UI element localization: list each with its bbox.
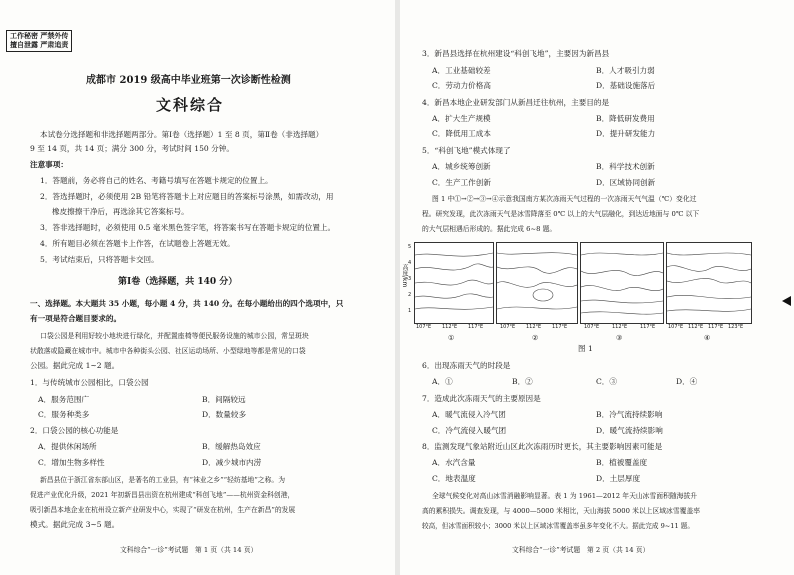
q2-option-a: A．提供休闲场所 <box>38 442 97 451</box>
passage2-line-2: 促进产业优化升级，2021 年初新昌县出资在杭州建成“科创飞地”——杭州资金科创港， <box>30 491 295 499</box>
q4-option-a: A．扩大生产规模 <box>432 114 491 123</box>
panel-1 <box>414 242 494 324</box>
y-tick-3: 3 <box>408 276 412 282</box>
figure-caption: 图 1 <box>578 344 593 353</box>
q2-option-c: C．增加生物多样性 <box>38 458 105 467</box>
panel-label-2: ② <box>532 334 539 342</box>
p3-xtick-2: 112°E <box>612 324 628 330</box>
q6-option-b: B．② <box>512 377 533 386</box>
q1-option-b: B．间隔较远 <box>202 395 246 404</box>
p2-xtick-1: 107°E <box>500 324 516 330</box>
q1-option-a: A．服务范围广 <box>38 395 90 404</box>
question-4: 4．新昌本地企业研发部门从新昌迁往杭州，主要目的是 <box>422 98 610 107</box>
note-3: 3．答非选择题时，必须使用 0.5 毫米黑色签字笔，将答案书写在答题卡规定的位置上。 <box>40 223 336 232</box>
passage1-line-3: 公园。据此完成 1~2 题。 <box>30 361 120 370</box>
question-2: 2．口袋公园的核心功能是 <box>30 426 119 435</box>
panel-2-contours <box>497 243 577 323</box>
panel-4 <box>666 242 752 324</box>
passage4-line-1: 全球气候变化对高山冰雪消融影响显著。表 1 为 1961—2012 年天山冰雪面积随海拔升 <box>432 492 698 500</box>
panel-3 <box>580 242 664 324</box>
question-5: 5．“科创飞地”模式体现了 <box>422 146 511 155</box>
confidential-stamp <box>6 30 72 52</box>
p3-xtick-1: 107°E <box>584 324 600 330</box>
figure-y-label: 高度/km <box>401 264 408 288</box>
passage2-line-4: 模式。据此完成 3~5 题。 <box>30 520 120 529</box>
note-1: 1．答题前，务必将自己的姓名、考籍号填写在答题卡规定的位置上。 <box>40 176 273 185</box>
q8-option-c: C．地表温度 <box>432 474 476 483</box>
p4-xtick-3: 117°E <box>708 324 724 330</box>
panel-2 <box>496 242 578 324</box>
stamp-line-2: 擅自泄露 严肃追责 <box>10 41 69 49</box>
p1-xtick-2: 112°E <box>442 324 458 330</box>
q5-option-b: B．科学技术创新 <box>596 162 655 171</box>
note-2-cont: 橡皮擦擦干净后，再选涂其它答案标号。 <box>52 207 189 216</box>
q2-option-b: B．缓解热岛效应 <box>202 442 261 451</box>
stamp-line-1: 工作秘密 严禁外传 <box>10 32 69 40</box>
q5-option-c: C．生产工作创新 <box>432 178 491 187</box>
page-1-footer: 文科综合“一诊”考试题 第 1 页（共 14 页） <box>120 546 258 554</box>
q7-option-b: B．冷气流持续影响 <box>596 410 663 419</box>
panel-label-3: ③ <box>616 334 623 342</box>
page-2-footer: 文科综合“一诊”考试题 第 2 页（共 14 页） <box>512 546 650 554</box>
passage4-line-3: 较高，但冰雪面积较小；3000 米以上区域冰雪覆盖率虽多年变化不大。据此完成 9~11 题。 <box>422 522 694 530</box>
passage2-line-3: 吸引新昌本地企业在杭州设立新产业研发中心，实现了“研发在杭州，生产在新昌”的发展 <box>30 506 296 514</box>
intro-line-2: 9 至 14 页，共 14 页；满分 300 分，考试时间 150 分钟。 <box>30 144 234 153</box>
q8-option-b: B．植被覆盖度 <box>596 458 648 467</box>
p4-xtick-4: 123°E <box>728 324 744 330</box>
note-4: 4．所有题目必须在答题卡上作答，在试题卷上答题无效。 <box>40 239 235 248</box>
figure-1 <box>401 242 750 342</box>
q1-option-d: D．数量较多 <box>202 410 247 419</box>
q6-option-d: D．④ <box>676 377 698 386</box>
subject-title: 文科综合 <box>156 96 225 114</box>
page-1 <box>0 0 395 575</box>
intro-line-1: 本试卷分选择题和非选择题两部分。第Ⅰ卷（选择题）1 至 8 页，第Ⅱ卷（非选择题） <box>40 130 324 139</box>
q3-option-a: A．工业基础较差 <box>432 66 491 75</box>
panel-4-contours <box>667 243 751 323</box>
page-turn-arrow-icon[interactable] <box>782 296 791 306</box>
q3-option-d: D．基础设施落后 <box>596 81 656 90</box>
p4-xtick-1: 107°E <box>668 324 684 330</box>
y-tick-2: 2 <box>408 292 412 298</box>
question-6: 6．出现冻雨天气的时段是 <box>422 361 511 370</box>
question-7: 7．造成此次冻雨天气的主要原因是 <box>422 394 541 403</box>
q5-option-a: A．城乡统筹创新 <box>432 162 491 171</box>
section-instruction-2: 有一项是符合题目要求的。 <box>30 314 122 323</box>
q7-option-a: A．暖气流侵入冷气团 <box>432 410 506 419</box>
p3-xtick-3: 117°E <box>640 324 656 330</box>
q4-option-c: C．降低用工成本 <box>432 129 491 138</box>
question-8: 8．监测发现气象站附近山区此次冻雨历时更长，其主要影响因素可能是 <box>422 442 663 451</box>
y-tick-4: 4 <box>408 260 412 266</box>
q4-option-b: B．降低研发费用 <box>596 114 655 123</box>
p1-xtick-3: 117°E <box>468 324 484 330</box>
note-2: 2．答选择题时，必须使用 2B 铅笔将答题卡上对应题目的答案标号涂黑，如需改动，用 <box>40 192 334 201</box>
q6-option-c: C．③ <box>596 377 617 386</box>
question-1: 1．与传统城市公园相比，口袋公园 <box>30 378 149 387</box>
panel-label-4: ④ <box>704 334 711 342</box>
q4-option-d: D．提升研发能力 <box>596 129 656 138</box>
y-tick-5: 5 <box>408 244 412 250</box>
passage1-line-1: 口袋公园是利用好较小地块进行绿化，并配置座椅等便民服务设施的城市公园，常呈斑块 <box>40 332 309 340</box>
p4-xtick-2: 112°E <box>688 324 704 330</box>
panel-label-1: ① <box>448 334 455 342</box>
section-instruction-1: 一、选择题。本大题共 35 小题，每小题 4 分，共 140 分。在每小题给出的四个选项中，只 <box>30 299 344 308</box>
exam-title: 成都市 2019 级高中毕业班第一次诊断性检测 <box>86 75 291 86</box>
p2-xtick-2: 112°E <box>526 324 542 330</box>
question-3: 3．新昌县选择在杭州建设“科创飞地”，主要因为新昌县 <box>422 49 610 58</box>
q3-option-b: B．人才吸引力弱 <box>596 66 655 75</box>
q8-option-d: D．土层厚度 <box>596 474 641 483</box>
passage2-line-1: 新昌县位于浙江省东部山区，是著名的工业县，有“袜业之乡”“轻纺基地”之称。为 <box>40 476 285 484</box>
q7-option-c: C．冷气流侵入暖气团 <box>432 426 507 435</box>
q7-option-d: D．暖气流持续影响 <box>596 426 663 435</box>
passage1-line-2: 状散落或隐藏在城市中。城市中各种街头公园、社区运动场所、小型绿地等都是常见的口袋 <box>30 347 306 355</box>
page-2 <box>400 0 794 575</box>
q3-option-c: C．劳动力价格高 <box>432 81 491 90</box>
passage4-line-2: 高的累积损失。调查发现，与 4000—5000 米相比，天山海拔 5000 米以上区域冰雪覆盖率 <box>422 507 701 515</box>
q2-option-d: D．减少城市内涝 <box>202 458 262 467</box>
section-title: 第Ⅰ卷（选择题，共 140 分） <box>118 277 238 287</box>
q8-option-a: A．水汽含量 <box>432 458 476 467</box>
q1-option-c: C．服务种类多 <box>38 410 90 419</box>
note-5: 5．考试结束后，只将答题卡交回。 <box>40 255 159 264</box>
panel-1-contours <box>415 243 493 323</box>
p2-xtick-3: 117°E <box>552 324 568 330</box>
passage3-line-1: 图 1 中①→②→③→④示意我国南方某次冻雨天气过程的一次冻雨天气气温（℃）变化过 <box>432 195 697 203</box>
y-tick-1: 1 <box>408 308 412 314</box>
passage3-line-3: 的大气层相遇后形成的。据此完成 6~8 题。 <box>422 225 557 233</box>
p1-xtick-1: 107°E <box>416 324 432 330</box>
passage3-line-2: 程。研究发现，此次冻雨天气是冰雪降落至 0℃ 以上的大气层融化，到达近地面与 0℃ 以下 <box>422 210 700 218</box>
panel-3-contours <box>581 243 663 323</box>
q6-option-a: A．① <box>432 377 453 386</box>
notes-heading: 注意事项： <box>30 160 68 169</box>
q5-option-d: D．区域协同创新 <box>596 178 656 187</box>
